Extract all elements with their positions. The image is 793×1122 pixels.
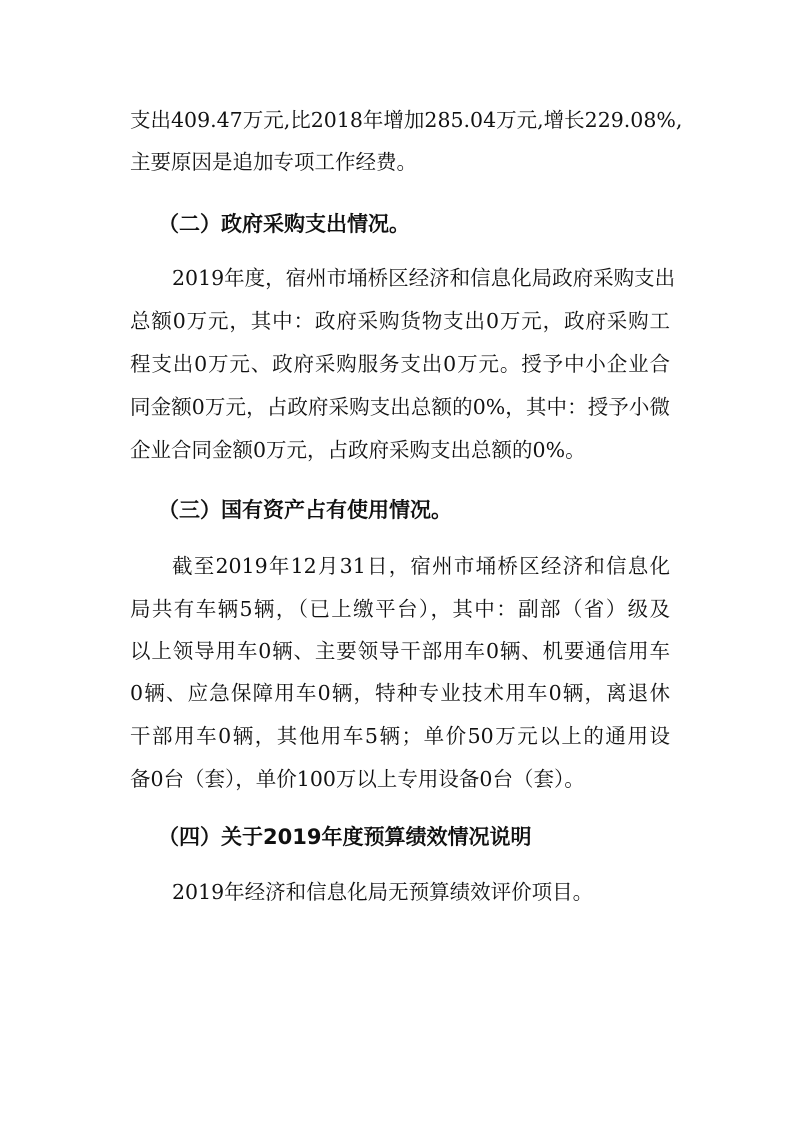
section-3-line-6: 备0台（套），单价100万以上专用设备0台（套）。 — [130, 767, 585, 791]
section-2-line-5: 企业合同金额0万元，占政府采购支出总额的0%。 — [130, 438, 586, 462]
paragraph-1-line-1: 支出409.47万元,比2018年增加285.04万元,增长229.08%, — [130, 108, 683, 132]
section-2-line-1: 2019年度，宿州市埇桥区经济和信息化局政府采购支出 — [172, 266, 676, 290]
section-3-line-1: 截至2019年12月31日，宿州市埇桥区经济和信息化 — [172, 554, 670, 578]
section-3-line-3: 以上领导用车0辆、主要领导干部用车0辆、机要通信用车 — [130, 639, 670, 663]
section-4-heading: （四）关于2019年度预算绩效情况说明 — [158, 825, 532, 849]
section-3-line-5: 干部用车0辆，其他用车5辆；单价50万元以上的通用设 — [130, 724, 670, 748]
section-2-line-4: 同金额0万元，占政府采购支出总额的0%，其中：授予小微 — [130, 395, 670, 419]
section-3-heading: （三）国有资产占有使用情况。 — [158, 498, 452, 522]
section-2-line-2: 总额0万元，其中：政府采购货物支出0万元，政府采购工 — [130, 309, 670, 333]
paragraph-1-line-2: 主要原因是追加专项工作经费。 — [130, 150, 417, 174]
section-3-line-4: 0辆、应急保障用车0辆，特种专业技术用车0辆，离退休 — [130, 681, 670, 705]
section-2-heading: （二）政府采购支出情况。 — [158, 212, 410, 236]
section-2-line-3: 程支出0万元、政府采购服务支出0万元。授予中小企业合 — [130, 352, 670, 376]
section-4-line-1: 2019年经济和信息化局无预算绩效评价项目。 — [172, 880, 594, 904]
section-3-line-2: 局共有车辆5辆，（已上缴平台），其中：副部（省）级及 — [130, 597, 670, 621]
